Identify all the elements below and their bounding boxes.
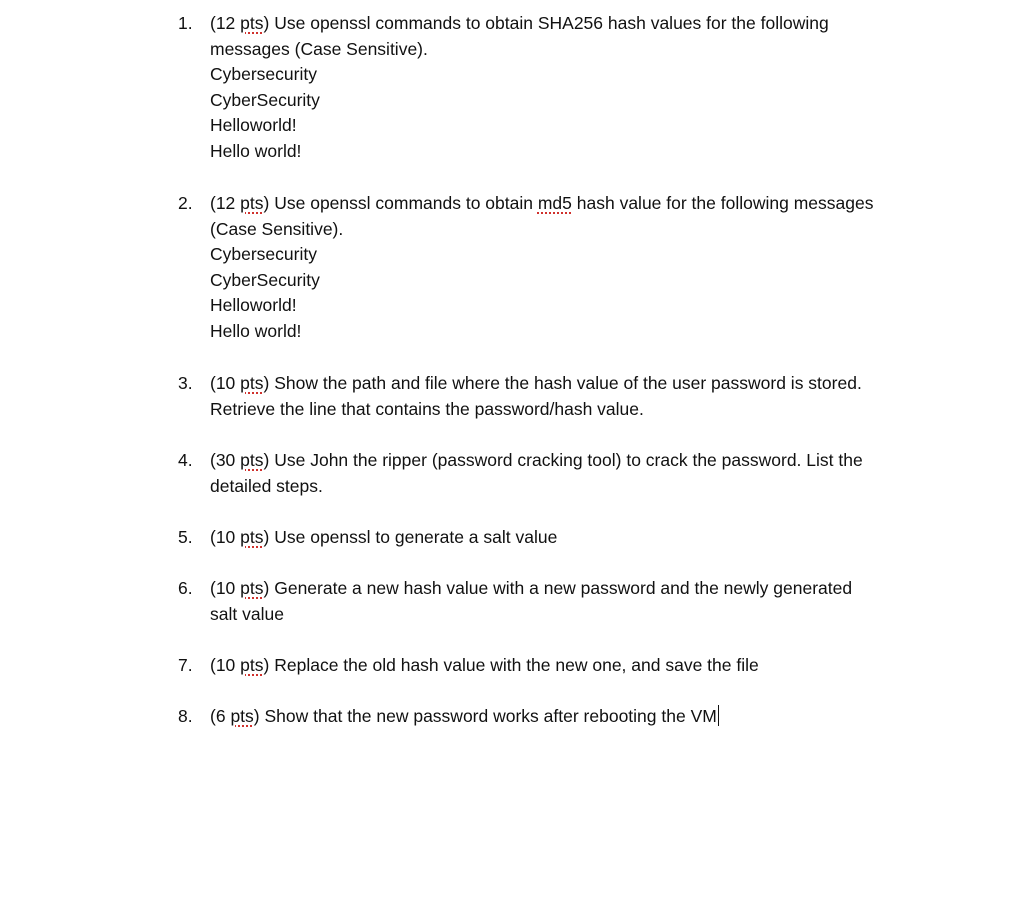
- question-points: 12: [215, 193, 236, 213]
- question-points: 12: [215, 13, 236, 33]
- question-text: Show the path and file where the hash value of the user password is stored.: [274, 373, 862, 393]
- question-text: Retrieve the line that contains the password/hash value.: [210, 398, 644, 419]
- question-4: 4. (30 pts) Use John the ripper (password cracking tool) to crack the password. List the detailed steps.: [178, 448, 938, 499]
- question-text: hash value for the following messages: [571, 193, 874, 213]
- message-item: Helloworld!: [210, 115, 297, 135]
- question-number: 8.: [178, 706, 193, 726]
- spellcheck-underline-pts[interactable]: pts: [240, 527, 264, 547]
- question-text: salt value: [210, 603, 284, 624]
- question-text: (Case Sensitive).: [210, 218, 344, 239]
- message-item: Helloworld!: [210, 295, 297, 315]
- text-cursor: [718, 705, 719, 726]
- question-points: 6: [215, 706, 226, 726]
- question-number: 2.: [178, 193, 193, 213]
- question-text: messages (Case Sensitive).: [210, 38, 428, 59]
- question-points: 10: [215, 578, 236, 598]
- question-number: 4.: [178, 450, 193, 470]
- question-number: 7.: [178, 655, 193, 675]
- question-5: 5. (10 pts) Use openssl to generate a salt value: [178, 525, 938, 551]
- question-points: 10: [215, 373, 236, 393]
- question-text: Replace the old hash value with the new one, and save the file: [274, 655, 759, 675]
- question-text: Show that the new password works after rebooting the VM: [264, 706, 717, 726]
- message-item: Cybersecurity: [210, 244, 317, 264]
- question-text: Generate a new hash value with a new password and the newly generated: [274, 578, 853, 598]
- message-item: Hello world!: [210, 320, 302, 341]
- spellcheck-underline-pts[interactable]: pts: [240, 450, 264, 470]
- question-text: Use openssl to generate a salt value: [274, 527, 558, 547]
- question-number: 5.: [178, 527, 193, 547]
- question-6: 6. (10 pts) Generate a new hash value with a new password and the newly generated salt value: [178, 576, 938, 627]
- question-3: 3. (10 pts) Show the path and file where the hash value of the user password is stored. Retrieve the line that contains the password/hash value.: [178, 371, 938, 422]
- message-item: Hello world!: [210, 140, 302, 161]
- spellcheck-underline-pts[interactable]: pts: [240, 578, 264, 598]
- spellcheck-underline-md5[interactable]: md5: [537, 193, 572, 213]
- spellcheck-underline-pts[interactable]: pts: [230, 706, 254, 726]
- question-text: Use openssl commands to obtain: [274, 193, 538, 213]
- question-8: 8. (6 pts) Show that the new password works after rebooting the VM: [178, 704, 938, 730]
- spellcheck-underline-pts[interactable]: pts: [240, 373, 264, 393]
- question-number: 3.: [178, 373, 193, 393]
- question-number: 1.: [178, 13, 193, 33]
- message-item: CyberSecurity: [210, 89, 320, 110]
- question-2: 2. (12 pts) Use openssl commands to obtain md5 hash value for the following messages (Case Sensitive). Cybersecurity CyberSecurity Helloworld! Hello world!: [178, 191, 938, 344]
- question-7: 7. (10 pts) Replace the old hash value with the new one, and save the file: [178, 653, 938, 679]
- question-number: 6.: [178, 578, 193, 598]
- spellcheck-underline-pts[interactable]: pts: [240, 655, 264, 675]
- question-text: Use John the ripper (password cracking tool) to crack the password. List the: [274, 450, 863, 470]
- spellcheck-underline-pts[interactable]: pts: [240, 193, 264, 213]
- question-text: Use openssl commands to obtain SHA256 hash values for the following: [274, 13, 829, 33]
- message-item: CyberSecurity: [210, 269, 320, 290]
- question-1: 1. (12 pts) Use openssl commands to obtain SHA256 hash values for the following messages (Case Sensitive). Cybersecurity CyberSecurity Helloworld! Hello world!: [178, 11, 938, 164]
- question-points: 10: [215, 655, 236, 675]
- spellcheck-underline-pts[interactable]: pts: [240, 13, 264, 33]
- question-text: detailed steps.: [210, 475, 323, 496]
- question-points: 10: [215, 527, 236, 547]
- message-item: Cybersecurity: [210, 64, 317, 84]
- question-points: 30: [215, 450, 236, 470]
